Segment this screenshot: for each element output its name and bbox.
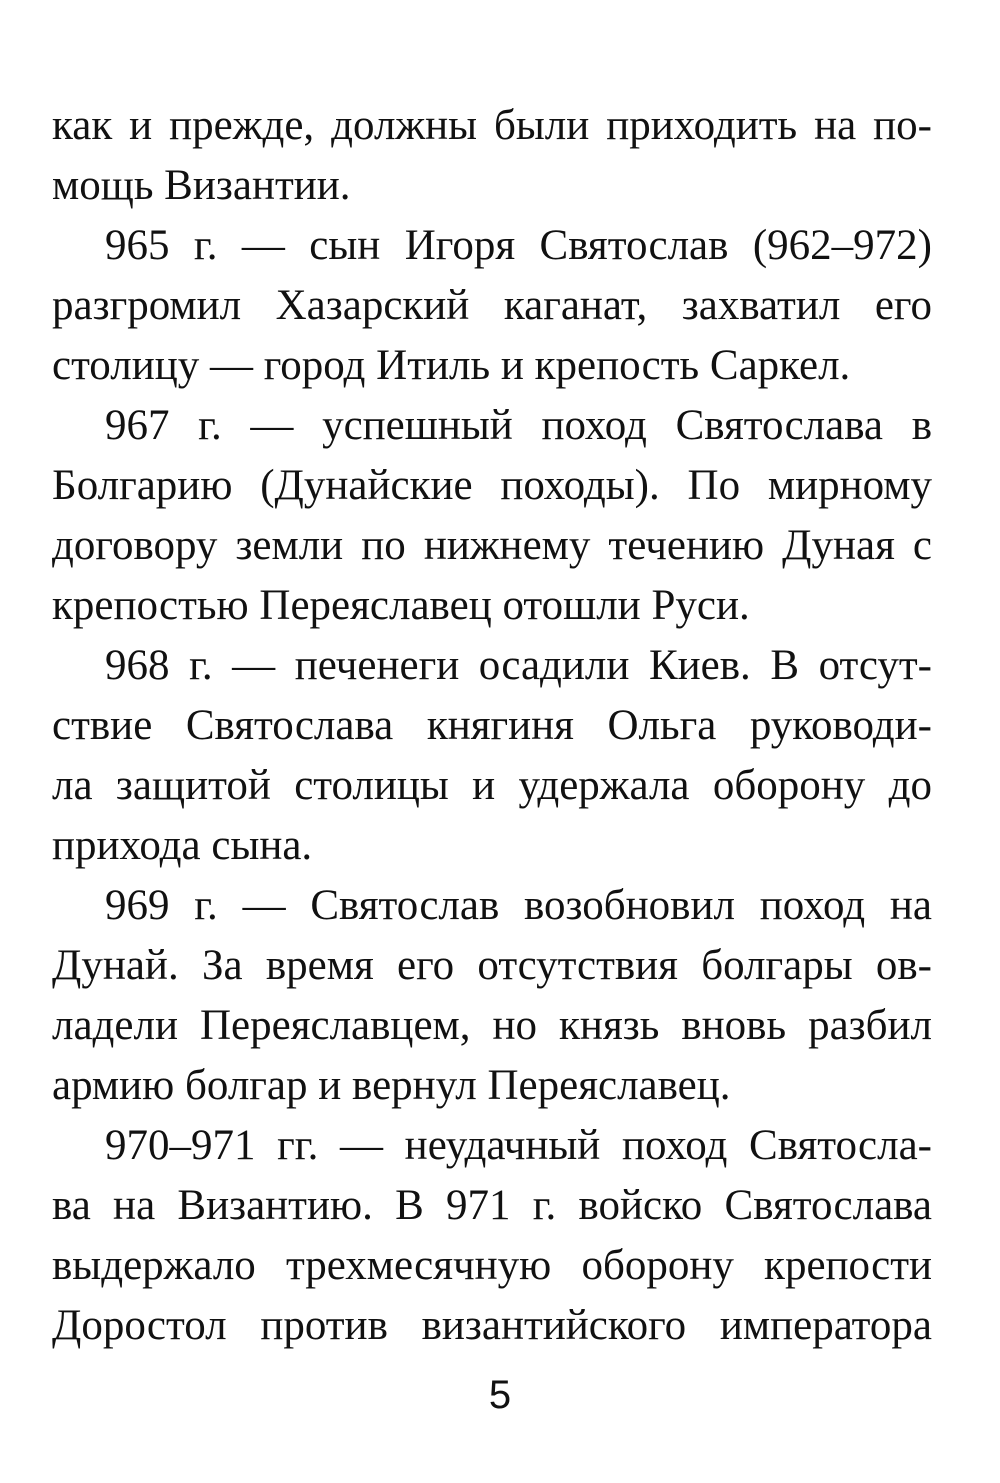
text-line: столицу — город Итиль и крепость Саркел. (52, 342, 851, 389)
text-line: ствие Святослава княгиня Ольга руководи- (52, 702, 932, 749)
text-line-paragraph-start: 965 г. — сын Игоря Святослав (962–972) (105, 222, 932, 269)
text-line-paragraph-start: 968 г. — печенеги осадили Киев. В отсут- (105, 642, 932, 689)
text-line: разгромил Хазарский каганат, захватил его (52, 282, 932, 329)
text-line: крепостью Переяславец отошли Руси. (52, 582, 750, 629)
text-line: как и прежде, должны были приходить на по- (52, 102, 932, 149)
text-line: прихода сына. (52, 822, 313, 869)
text-line: Болгарию (Дунайские походы). По мирному (52, 462, 932, 509)
text-line: ва на Византию. В 971 г. войско Святослава (52, 1182, 932, 1229)
text-line: Дунай. За время его отсутствия болгары ов- (52, 942, 932, 989)
text-line: мощь Византии. (52, 162, 351, 209)
text-line: ладели Переяславцем, но князь вновь разбил (52, 1002, 932, 1049)
text-line: ла защитой столицы и удержала оборону до (52, 762, 932, 809)
text-line-paragraph-start: 969 г. — Святослав возобновил поход на (105, 882, 932, 929)
body-text (52, 96, 932, 1356)
text-line: выдержало трехмесячную оборону крепости (52, 1242, 932, 1289)
text-line: Доростол против византийского императора (52, 1302, 932, 1349)
text-line-paragraph-start: 967 г. — успешный поход Святослава в (105, 402, 932, 449)
text-line-paragraph-start: 970–971 гг. — неудачный поход Святосла- (105, 1122, 932, 1169)
text-line: договору земли по нижнему течению Дуная с (52, 522, 932, 569)
text-line: армию болгар и вернул Переяславец. (52, 1062, 731, 1109)
page-number: 5 (488, 1373, 512, 1417)
